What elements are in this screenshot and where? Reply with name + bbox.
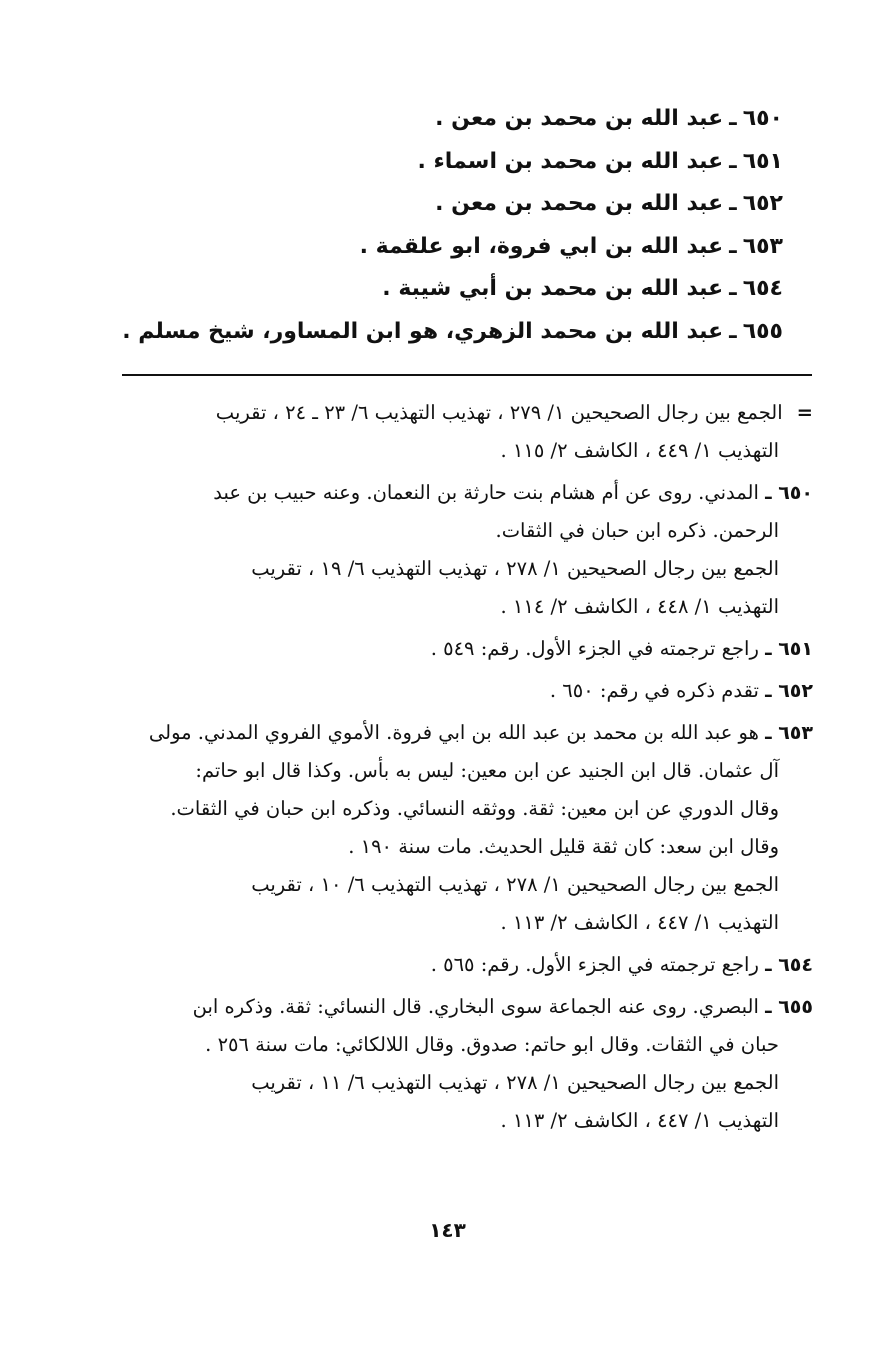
footnote-text: هو عبد الله بن محمد بن عبد الله بن ابي فروة. الأموي الفروي المدني. مولى (148, 721, 759, 744)
entry-number: ٦٥١ (742, 148, 783, 174)
entry-dash: ـ (729, 318, 737, 344)
entry-652 (183, 183, 783, 226)
entry-text: عبد الله بن محمد بن معن . (435, 106, 724, 131)
entry-dash: ـ (729, 233, 737, 259)
footnote-line: وقال الدوري عن ابن معين: ثقة. ووثقه النسائي. وذكره ابن حبان في الثقات. (170, 797, 779, 820)
footnote-number: ٦٥٤ ـ (765, 954, 813, 976)
footnote-line (123, 394, 813, 432)
page-number: ١٤٣ (429, 1218, 466, 1242)
footnote-line: آل عثمان. قال ابن الجنيد عن ابن معين: ليس به بأس. وكذا قال ابو حاتم: (195, 759, 779, 782)
footnote-654 (123, 946, 813, 984)
footnote-line: الرحمن. ذكره ابن حبان في الثقات. (495, 519, 779, 542)
footnote-651 (123, 630, 813, 668)
footnote-number: ٦٥٣ ـ (765, 722, 813, 744)
entry-number: ٦٥٥ (742, 318, 783, 344)
entry-655 (122, 311, 783, 354)
footnote-continuation (123, 394, 813, 470)
footnote-650 (123, 474, 813, 626)
footnote-653 (123, 714, 813, 942)
footnote-number: ٦٥٢ ـ (765, 680, 813, 702)
footnote-line: الجمع بين رجال الصحيحين ١/ ٢٧٨ ، تهذيب التهذيب ٦/ ١١ ، تقريب (251, 1071, 779, 1094)
footnote-line: الجمع بين رجال الصحيحين ١/ ٢٧٨ ، تهذيب التهذيب ٦/ ١٠ ، تقريب (251, 873, 779, 896)
entry-text: عبد الله بن محمد بن أبي شيبة . (382, 276, 724, 301)
footnote-line (123, 988, 813, 1026)
entry-dash: ـ (729, 191, 737, 216)
footnotes (123, 394, 813, 1144)
footnote-line (123, 630, 813, 668)
entry-651 (183, 141, 783, 184)
footnote-line: التهذيب ١/ ٤٤٧ ، الكاشف ٢/ ١١٣ . (500, 911, 779, 934)
entry-list (122, 98, 783, 353)
footnote-line (123, 474, 813, 512)
entry-text: عبد الله بن محمد بن معن . (435, 191, 724, 216)
footnote-line: التهذيب ١/ ٤٤٩ ، الكاشف ٢/ ١١٥ . (500, 439, 779, 462)
footnote-text: البصري. روى عنه الجماعة سوى البخاري. قال النسائي: ثقة. وذكره ابن (192, 995, 759, 1018)
entry-dash: ـ (729, 276, 737, 301)
footnote-text: المدني. روى عن أم هشام بنت حارثة بن النعمان. وعنه حبيب بن عبد (213, 481, 759, 504)
entry-number: ٦٥٤ (742, 276, 783, 301)
entry-text: عبد الله بن محمد الزهري، هو ابن المساور، شيخ مسلم . (122, 318, 724, 344)
footnote-divider (122, 374, 812, 376)
footnote-line: وقال ابن سعد: كان ثقة قليل الحديث. مات سنة ١٩٠ . (348, 835, 779, 858)
entry-text: عبد الله بن محمد بن اسماء . (417, 148, 724, 174)
continuation-marker: = (796, 401, 813, 424)
footnote-number: ٦٥٥ ـ (765, 996, 813, 1018)
footnote-text: تقدم ذكره في رقم: ٦٥٠ . (549, 679, 759, 702)
footnote-line: التهذيب ١/ ٤٤٧ ، الكاشف ٢/ ١١٣ . (500, 1109, 779, 1132)
footnote-line (123, 672, 813, 710)
footnote-line (123, 946, 813, 984)
footnote-text: راجع ترجمته في الجزء الأول. رقم: ٥٤٩ . (430, 637, 759, 660)
footnote-652 (123, 672, 813, 710)
footnote-number: ٦٥٠ ـ (765, 482, 813, 504)
entry-653 (183, 226, 783, 269)
footnote-655 (123, 988, 813, 1140)
entry-650 (183, 98, 783, 141)
entry-number: ٦٥٢ (742, 191, 783, 216)
footnote-text: الجمع بين رجال الصحيحين ١/ ٢٧٩ ، تهذيب التهذيب ٦/ ٢٣ ـ ٢٤ ، تقريب (215, 401, 783, 424)
footnote-line: التهذيب ١/ ٤٤٨ ، الكاشف ٢/ ١١٤ . (500, 595, 779, 618)
entry-number: ٦٥٠ (742, 106, 783, 131)
entry-dash: ـ (729, 106, 737, 131)
footnote-line (123, 714, 813, 752)
entry-number: ٦٥٣ (742, 233, 783, 259)
entry-dash: ـ (729, 148, 737, 174)
footnote-line: الجمع بين رجال الصحيحين ١/ ٢٧٨ ، تهذيب التهذيب ٦/ ١٩ ، تقريب (251, 557, 779, 580)
footnote-number: ٦٥١ ـ (765, 638, 813, 660)
footnote-text: راجع ترجمته في الجزء الأول. رقم: ٥٦٥ . (430, 953, 759, 976)
footnote-line: حبان في الثقات. وقال ابو حاتم: صدوق. وقال اللالكائي: مات سنة ٢٥٦ . (205, 1033, 779, 1056)
entry-text: عبد الله بن ابي فروة، ابو علقمة . (359, 233, 724, 259)
entry-654 (183, 268, 783, 311)
